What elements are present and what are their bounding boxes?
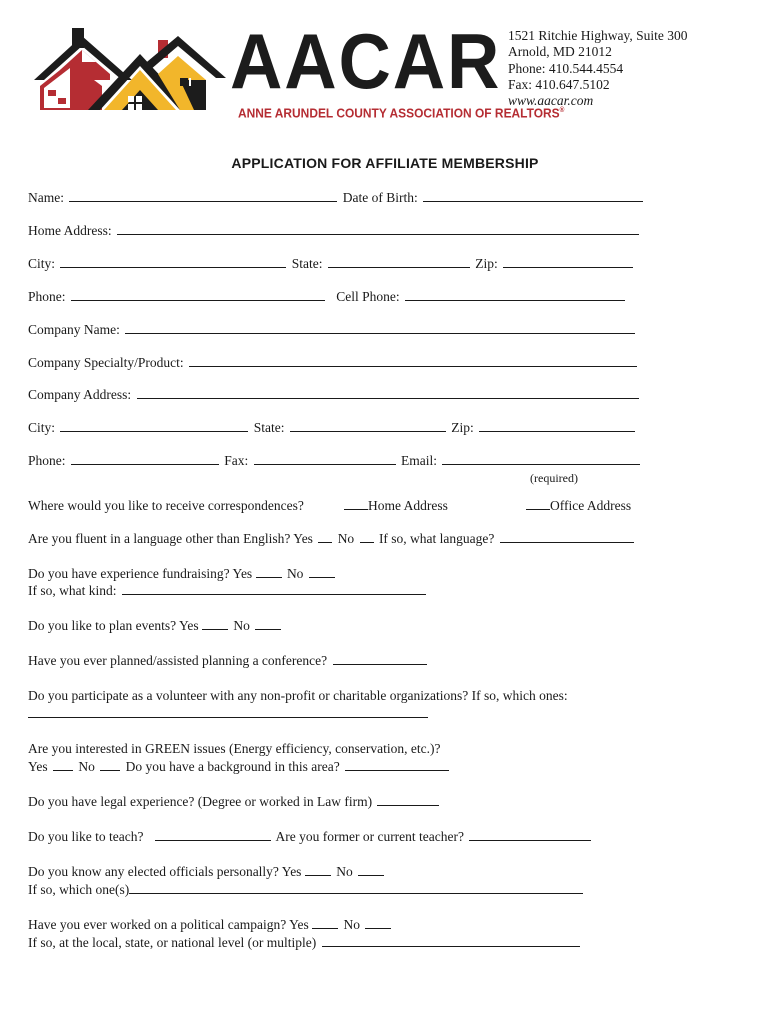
city-field[interactable] [60,256,286,268]
volunteer-question: Do you participate as a volunteer with any non-profit or charitable organizations? If so, which ones: [28,688,568,703]
company-specialty-field[interactable] [189,355,637,367]
language-which-field[interactable] [500,531,634,543]
phone-number: Phone: 410.544.4554 [508,60,624,76]
home-address-label: Home Address: [28,223,112,238]
language-yes-field[interactable] [318,531,332,543]
company-specialty-row [28,355,639,371]
campaign-no-label: No [343,917,361,932]
officials-no-label: No [336,864,353,879]
events-yes-field[interactable] [202,618,228,630]
fax-field[interactable] [254,453,396,465]
dob-label: Date of Birth: [342,190,418,205]
officials-question: Do you know any elected officials personally? Yes [28,864,302,879]
office-address-option [526,498,631,514]
officials-which-field[interactable] [129,882,583,894]
phone-row [28,289,627,305]
name-dob-row [28,190,645,206]
company-zip-field[interactable] [479,420,635,432]
teach-field[interactable] [155,829,271,841]
legal-row [28,794,441,810]
company-address-field[interactable] [137,387,639,399]
correspondence-question: Where would you like to receive correspondences? [28,498,304,513]
events-no-label: No [233,618,250,633]
events-row [28,618,283,634]
officials-row [28,864,386,880]
phone-field[interactable] [71,289,325,301]
fundraising-kind-row [28,583,428,599]
conference-field[interactable] [333,653,427,665]
conference-question: Have you ever planned/assisted planning a conference? [28,653,328,668]
teacher-field[interactable] [469,829,591,841]
email-label: Email: [401,453,438,468]
company-city-field[interactable] [60,420,248,432]
company-name-label: Company Name: [28,322,120,337]
volunteer-row [28,688,568,704]
events-no-field[interactable] [255,618,281,630]
phone-label: Phone: [28,289,66,304]
home-address-row [28,223,641,239]
zip-label: Zip: [475,256,498,271]
company-state-field[interactable] [290,420,446,432]
company-contact-row [28,453,642,469]
legal-field[interactable] [377,794,439,806]
officials-which-label: If so, which one(s) [28,882,130,897]
fundraising-kind-label: If so, what kind: [28,583,117,598]
campaign-question: Have you ever worked on a political campaign? Yes [28,917,309,932]
teach-question: Do you like to teach? [28,829,144,844]
green-row [28,741,441,757]
logo-tagline: ANNE ARUNDEL COUNTY ASSOCIATION OF REALTORS® [238,105,565,121]
home-address-option-label: Home Address [368,498,448,513]
campaign-level-field[interactable] [322,935,580,947]
green-answer-row [28,759,451,775]
campaign-level-label: If so, at the local, state, or national level (or multiple) [28,935,317,950]
home-city-row [28,256,635,272]
company-name-field[interactable] [125,322,635,334]
address-line-2: Arnold, MD 21012 [508,44,612,60]
required-note: (required) [530,471,578,485]
volunteer-answer-row [28,706,430,722]
green-yes-field[interactable] [53,759,73,771]
language-no-field[interactable] [360,531,374,543]
company-city-label: City: [28,420,56,435]
name-field[interactable] [69,190,337,202]
contact-block [508,28,687,109]
fundraising-question: Do you have experience fundraising? Yes [28,566,253,581]
form-title: APPLICATION FOR AFFILIATE MEMBERSHIP [231,155,539,171]
company-phone-field[interactable] [71,453,219,465]
green-no-field[interactable] [100,759,120,771]
fax-label: Fax: [224,453,249,468]
company-phone-label: Phone: [28,453,66,468]
campaign-row [28,917,393,933]
office-address-option-label: Office Address [550,498,632,513]
language-question: Are you fluent in a language other than English? Yes [28,531,313,546]
green-background-label: Do you have a background in this area? [125,759,340,774]
company-city-row [28,420,637,436]
home-address-field[interactable] [117,223,639,235]
dob-field[interactable] [423,190,643,202]
campaign-yes-field[interactable] [312,917,338,929]
fundraising-row [28,566,337,582]
conference-row [28,653,429,669]
company-address-label: Company Address: [28,387,132,402]
office-address-option-field[interactable] [526,498,550,510]
state-field[interactable] [328,256,470,268]
teacher-question: Are you former or current teacher? [275,829,465,844]
campaign-no-field[interactable] [365,917,391,929]
officials-no-field[interactable] [358,864,384,876]
language-no-label: No [337,531,355,546]
officials-which-row [28,882,585,898]
city-label: City: [28,256,56,271]
email-field[interactable] [442,453,640,465]
zip-field[interactable] [503,256,633,268]
home-address-option-field[interactable] [344,498,368,510]
company-name-row [28,322,637,338]
website-link[interactable]: www.aacar.com [508,93,594,109]
fundraising-yes-field[interactable] [256,566,282,578]
fax-number: Fax: 410.647.5102 [508,76,610,92]
house-rooftops-icon [30,18,230,114]
events-question: Do you like to plan events? Yes [28,618,199,633]
legal-question: Do you have legal experience? (Degree or worked in Law firm) [28,794,373,809]
company-state-label: State: [253,420,285,435]
cell-phone-label: Cell Phone: [336,289,400,304]
fundraising-no-label: No [286,566,304,581]
green-question: Are you interested in GREEN issues (Energy efficiency, conservation, etc.)? [28,741,441,756]
green-no-label: No [78,759,95,774]
company-address-row [28,387,641,403]
language-row [28,531,636,547]
language-which-label: If so, what language? [378,531,495,546]
officials-yes-field[interactable] [305,864,331,876]
fundraising-no-field[interactable] [309,566,335,578]
logo-wordmark: AACAR [230,17,502,105]
teach-row [28,829,593,845]
registered-mark: ® [559,107,565,114]
volunteer-field[interactable] [28,706,428,718]
green-yes-label: Yes [28,759,48,774]
name-label: Name: [28,190,64,205]
company-zip-label: Zip: [451,420,474,435]
fundraising-kind-field[interactable] [122,583,426,595]
company-specialty-label: Company Specialty/Product: [28,355,184,370]
cell-phone-field[interactable] [405,289,625,301]
state-label: State: [291,256,323,271]
home-address-option [344,498,448,514]
address-line-1: 1521 Ritchie Highway, Suite 300 [508,28,688,43]
campaign-level-row [28,935,582,951]
green-background-field[interactable] [345,759,449,771]
